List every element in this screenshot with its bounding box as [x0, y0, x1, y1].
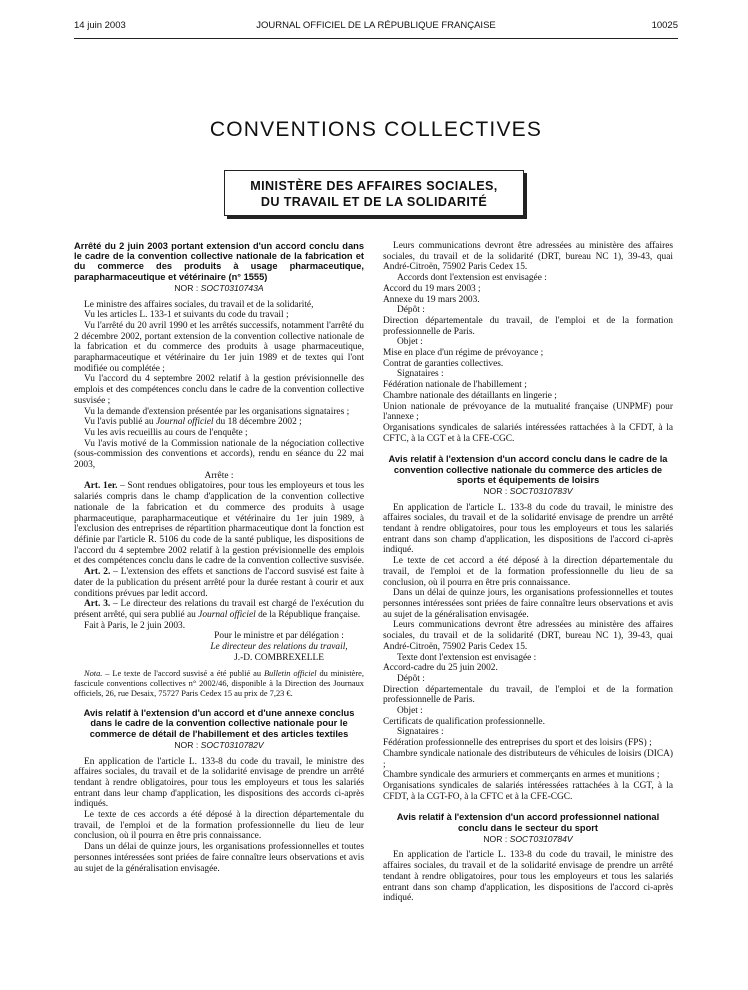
arrete-keyword: Arrête : [204, 470, 234, 481]
paragraph: En application de l'article L. 133-8 du code du travail, le ministre des affaires sociales, du travail et de la solidarité envisage de prendre un arrêté tendant à rendre obligatoires, pour tous les employeurs et tous les salariés entrant dans son champ d'application, les dispositions de l'accord ci-après indiqué. [383, 502, 673, 556]
paragraph: Direction départementale du travail, de l'emploi et de la formation professionnelle de Paris. [383, 315, 673, 337]
nor-4 [383, 834, 673, 845]
nor-label: NOR : [483, 833, 508, 844]
paragraph: Chambre syndicale nationale des distributeurs de véhicules de loisirs (DICA) ; [383, 748, 673, 770]
paragraph: Vu l'avis motivé de la Commission nationale de la négociation collective (sous-commission des conventions et accords), rendu en séance du 22 mai 2003, [74, 438, 364, 471]
paragraph: Texte dont l'extension est envisagée : [397, 652, 537, 663]
paragraph: Le texte de ces accords a été déposé à la direction départementale du travail, de l'emploi et de la formation professionnelle du lieu de leur conclusion, où il pourra en être pris connaissance. [74, 810, 364, 842]
header-page-number: 10025 [651, 20, 678, 31]
paragraph: Vu l'avis publié au Journal officiel du 18 décembre 2002 ; [84, 417, 302, 428]
paragraph: Vu les avis recueillis au cours de l'enquête ; [84, 427, 248, 438]
paragraph: Organisations syndicales de salariés intéressées rattachées à la CGT, à la CFDT, à la CGT-FO, à la CFTC et à la CFE-CGC. [383, 780, 673, 802]
paragraph: Contrat de garanties collectives. [383, 358, 504, 369]
nor-3 [383, 486, 673, 497]
article-1: Art. 1er. – Sont rendues obligatoires, pour tous les employeurs et tous les salariés compris dans le champ d'application de la convention collective nationale de la fabrication et du commerce des produits à usage pharmaceutique, parapharmaceutique et vétérinaire du 1er juin 1989, à l'exclusion des entreprises de répartition pharmaceutique dont la fonction est définie par l'article R. 5106 du code de la santé publique, les dispositions de l'accord du 4 septembre 2002 relatif à la gestion prévisionnelle des emplois et des compétences conclu dans le cadre de la convention collective susvisée. [74, 481, 364, 567]
avis-2-title: Avis relatif à l'extension d'un accord et d'une annexe conclus dans le cadre de la convention collective nationale pour le commerce de détail de l'habillement et des articles textiles [83, 708, 355, 739]
paragraph: Union nationale de prévoyance de la mutualité française (UNPMF) pour l'annexe ; [383, 401, 673, 423]
nor-2 [74, 740, 364, 751]
paragraph: Fédération professionnelle des entreprises du sport et des loisirs (FPS) ; [383, 738, 652, 749]
nor-1 [74, 283, 364, 294]
nor-label: NOR : [174, 739, 199, 750]
paragraph: Dans un délai de quinze jours, les organisations professionnelles et toutes personnes intéressées sont priées de faire connaître leurs observations et avis au sujet de la généralisation envisagée. [383, 588, 673, 620]
running-header [74, 20, 678, 34]
avis-3-title: Avis relatif à l'extension d'un accord conclu dans le cadre de la convention collective nationale du commerce des articles de sports et équipements de loisirs [388, 454, 668, 485]
article-3: Art. 3. – Le directeur des relations du travail est chargé de l'exécution du présent arrêté, qui sera publié au Journal officiel de la République française. [74, 599, 364, 620]
paragraph: Accord-cadre du 25 juin 2002. [383, 663, 498, 674]
nota: Nota. – Le texte de l'accord susvisé a été publié au Bulletin officiel du ministère, fascicule conventions collectives n° 2002/46, disponible à la Direction des Journaux officiels, 26, rue Desaix, 75727 Paris Cedex 15 au prix de 7,23 €. [74, 669, 364, 698]
paragraph: Leurs communications devront être adressées au ministère des affaires sociales, du travail et de la solidarité (DRT, bureau NC 1), 39-43, quai André-Citroën, 75902 Paris Cedex 15. [383, 241, 673, 273]
avis-4-title: Avis relatif à l'extension d'un accord professionnel national conclu dans le secteur du sport [396, 812, 660, 833]
arrete-title: Arrêté du 2 juin 2003 portant extension d'un accord conclu dans le cadre de la convention collective nationale de la fabrication et du commerce des produits à usage pharmaceutique, parapharmaceutique et vétérinaire (n° 1555) [74, 241, 364, 282]
paragraph: Chambre nationale des détaillants en lingerie ; [383, 390, 557, 401]
ministry-line-1: MINISTÈRE DES AFFAIRES SOCIALES, [250, 179, 498, 193]
paragraph: En application de l'article L. 133-8 du code du travail, le ministre des affaires sociales, du travail et de la solidarité envisage de prendre un arrêté tendant à rendre obligatoires, pour tous les employeurs et tous les salariés entrant dans son champ d'application, les dispositions de l'accord ci-après indiqué. [383, 850, 673, 904]
header-date: 14 juin 2003 [74, 20, 126, 31]
paragraph: Mise en place d'un régime de prévoyance ; [383, 348, 544, 359]
article-2: Art. 2. – L'extension des effets et sanctions de l'accord susvisé est faite à dater de la publication du présent arrêté pour la durée restant à courir et aux conditions prévues par ledit accord. [74, 567, 364, 599]
ministry-box [224, 170, 524, 216]
paragraph: Annexe du 19 mars 2003. [383, 294, 480, 305]
paragraph: Vu l'arrêté du 20 avril 1990 et les arrêtés successifs, notamment l'arrêté du 2 décembre 2002, portant extension de la convention collective nationale de la fabrication et du commerce des produits à usage pharmaceutique, parapharmaceutique et vétérinaire du 1er juin 1989 et de textes qui l'ont modifiée ou complétée ; [74, 320, 364, 374]
paragraph: Certificats de qualification professionnelle. [383, 716, 545, 727]
paragraph: Accords dont l'extension est envisagée : [397, 273, 547, 284]
signature-name: J.-D. COMBREXELLE [234, 652, 324, 663]
paragraph: Leurs communications devront être adressées au ministère des affaires sociales, du travail et de la solidarité (DRT, bureau NC 1), 39-43, quai André-Citroën, 75902 Paris Cedex 15. [383, 620, 673, 652]
header-journal-title: JOURNAL OFFICIEL DE LA RÉPUBLIQUE FRANÇAISE [256, 20, 496, 31]
nor-label: NOR : [174, 282, 199, 293]
nor-code: SOCT0310782V [200, 739, 264, 750]
paragraph: Chambre syndicale des armuriers et commerçants en armes et munitions ; [383, 770, 660, 781]
nor-code: SOCT0310784V [509, 833, 573, 844]
paragraph: Objet : [397, 337, 423, 348]
signature-date: Fait à Paris, le 2 juin 2003. [84, 620, 186, 631]
signature-line-2: Le directeur des relations du travail, [210, 642, 348, 653]
signature-line-1: Pour le ministre et par délégation : [214, 631, 344, 642]
ministry-line-2: DU TRAVAIL ET DE LA SOLIDARITÉ [260, 195, 488, 209]
paragraph: En application de l'article L. 133-8 du code du travail, le ministre des affaires sociales, du travail et de la solidarité envisage de prendre un arrêté tendant à rendre obligatoires, pour tous les employeurs et tous les salariés entrant dans leur champ d'application, les dispositions des accords ci-après indiqués. [74, 756, 364, 810]
paragraph: Signataires : [397, 727, 444, 738]
paragraph: Le texte de cet accord a été déposé à la direction départementale du travail, de l'emploi et de la formation professionnelle du lieu de sa conclusion, où il pourra en être pris connaissance. [383, 556, 673, 588]
paragraph: Objet : [397, 706, 423, 717]
paragraph: Dépôt : [397, 305, 425, 316]
paragraph: Vu les articles L. 133-1 et suivants du code du travail ; [84, 310, 289, 321]
paragraph: Dépôt : [397, 673, 425, 684]
paragraph: Vu la demande d'extension présentée par les organisations signataires ; [84, 406, 350, 417]
right-column [383, 241, 673, 904]
nor-label: NOR : [483, 485, 508, 496]
nor-code: SOCT0310743A [200, 282, 264, 293]
paragraph: Direction départementale du travail, de l'emploi et de la formation professionnelle de Paris. [383, 684, 673, 706]
paragraph: Organisations syndicales de salariés intéressées rattachées à la CFDT, à la CFTC, à la CGT et à la CFE-CGC. [383, 422, 673, 444]
paragraph: Le ministre des affaires sociales, du travail et de la solidarité, [84, 299, 314, 310]
paragraph: Signataires : [397, 369, 444, 380]
paragraph: Dans un délai de quinze jours, les organisations professionnelles et toutes personnes intéressées sont priées de faire connaître leurs observations et avis au sujet de la généralisation envisagée. [74, 842, 364, 874]
header-rule [74, 38, 678, 39]
section-title: CONVENTIONS COLLECTIVES [209, 118, 543, 141]
paragraph: Accord du 19 mars 2003 ; [383, 283, 481, 294]
paragraph: Vu l'accord du 4 septembre 2002 relatif à la gestion prévisionnelle des emplois et des compétences conclu dans le cadre de la convention collective susvisée ; [74, 374, 364, 406]
paragraph: Fédération nationale de l'habillement ; [383, 380, 527, 391]
left-column [74, 241, 364, 874]
nor-code: SOCT0310783V [509, 485, 573, 496]
